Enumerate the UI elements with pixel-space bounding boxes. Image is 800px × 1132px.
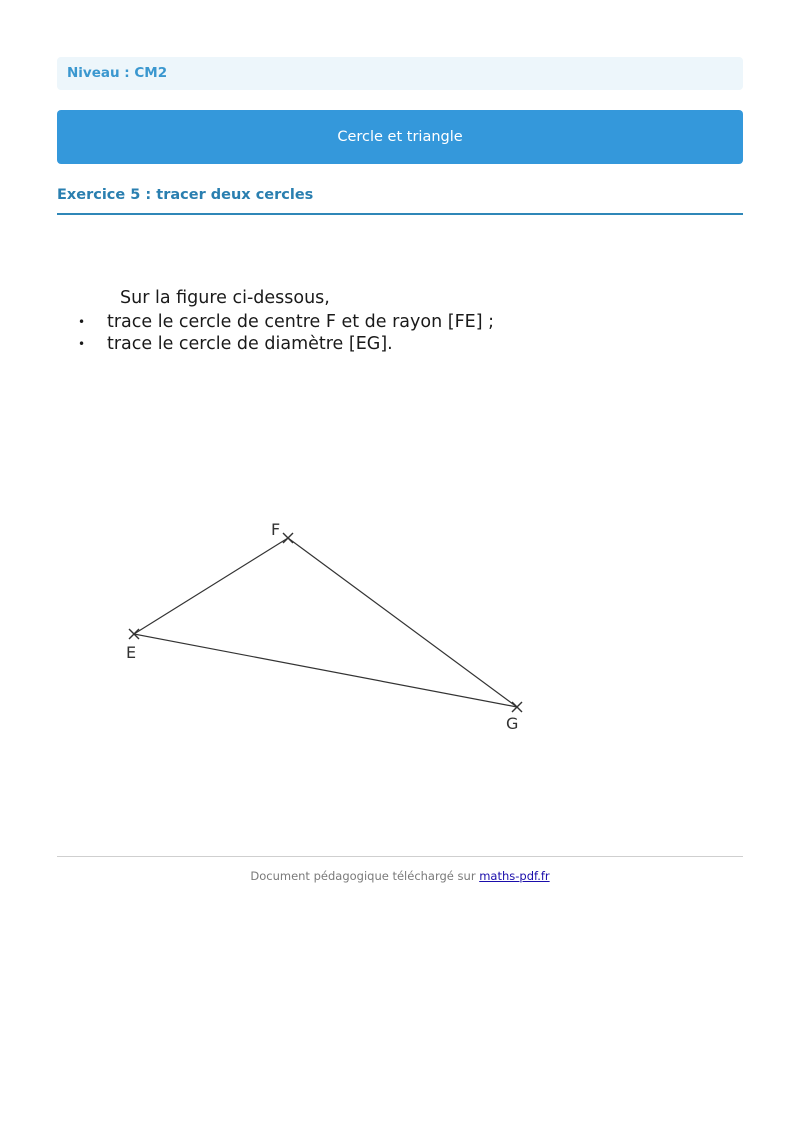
page-title: Cercle et triangle <box>337 129 463 145</box>
point-f-label: F <box>271 520 281 539</box>
bullet-icon: • <box>78 315 86 329</box>
point-g-marker <box>512 702 522 712</box>
instruction-text: trace le cercle de diamètre [EG]. <box>107 334 393 354</box>
triangle-sides <box>134 538 517 707</box>
instructions-intro: Sur la figure ci-dessous, <box>120 288 330 308</box>
segment-fg <box>288 538 517 707</box>
footer-divider <box>57 856 743 857</box>
point-e-marker <box>129 629 139 639</box>
segment-eg <box>134 634 517 707</box>
point-f-marker <box>283 533 293 543</box>
exercise-heading <box>57 184 743 215</box>
point-g-label: G <box>506 714 519 733</box>
footer-link[interactable]: maths-pdf.fr <box>479 869 550 883</box>
level-label: Niveau : CM2 <box>67 65 168 81</box>
segment-ef <box>134 538 288 634</box>
instruction-text: trace le cercle de centre F et de rayon [FE] ; <box>107 312 494 332</box>
level-indicator <box>57 57 743 90</box>
title-banner <box>57 110 743 164</box>
exercise-title: Exercice 5 : tracer deux cercles <box>57 187 314 203</box>
footer <box>57 868 743 884</box>
point-e-label: E <box>126 643 137 662</box>
bullet-icon: • <box>78 337 86 351</box>
footer-text: Document pédagogique téléchargé sur <box>250 869 480 883</box>
